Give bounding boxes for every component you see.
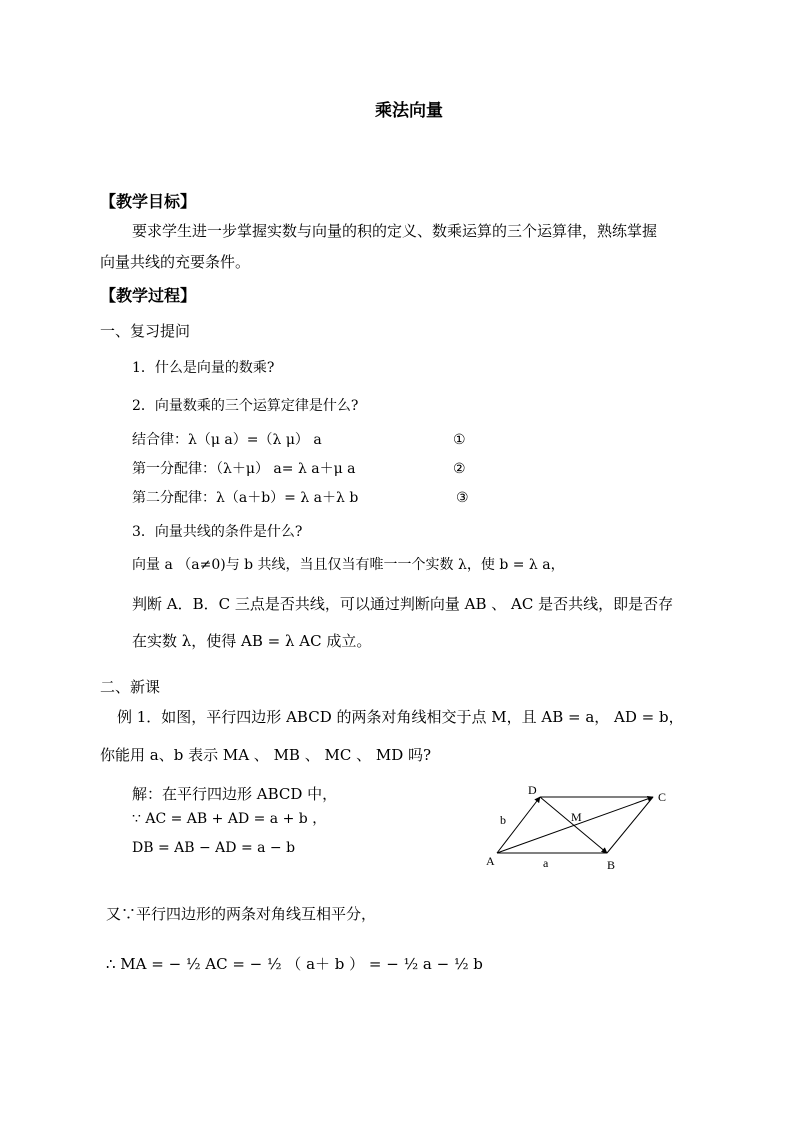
part2-heading: 二、新课 <box>100 678 161 696</box>
question-3: 3．向量共线的条件是什么? <box>132 524 303 540</box>
collinear-condition: 向量 a （a≠0)与 b 共线，当且仅当有唯一一个实数 λ，使 b = λ a， <box>132 557 565 573</box>
law-3-number: ③ <box>456 490 469 506</box>
final-expression: ∴ MA = − ½ AC = − ½ （ a＋ b ） = − ½ a − ½ b <box>106 955 483 973</box>
question-2: 2．向量数乘的三个运算定律是什么? <box>132 398 359 414</box>
solution-line-3: DB = AB − AD = a − b <box>132 840 296 856</box>
law-first-distributive: 第一分配律：（λ＋μ） a= λ a＋μ a <box>132 461 356 477</box>
parallelogram-diagram <box>480 778 680 878</box>
part1-heading: 一、复习提问 <box>100 322 191 340</box>
solution-line-2: ∵ AC = AB + AD = a + b ， <box>132 811 327 827</box>
judge-collinear: 判断 A．B．C 三点是否共线，可以通过判断向量 AB 、 AC 是否共线，即是否存 <box>132 595 674 613</box>
law-2-number: ② <box>453 461 466 477</box>
bisect-statement: 又∵平行四边形的两条对角线互相平分， <box>106 905 377 923</box>
label-d-vertex: D <box>528 783 537 797</box>
goal-heading: 【教学目标】 <box>100 192 197 211</box>
diagonal-db <box>540 797 607 853</box>
solution-line-1: 解：在平行四边形 ABCD 中， <box>132 785 338 803</box>
question-1: 1．什么是向量的数乘? <box>132 360 275 376</box>
process-heading: 【教学过程】 <box>100 286 197 305</box>
page-title: 乘法向量 <box>375 101 443 121</box>
exists-lambda: 在实数 λ，使得 AB = λ AC 成立。 <box>132 632 372 650</box>
example-1-line-1: 例 1．如图，平行四边形 ABCD 的两条对角线相交于点 M，且 AB = a， AD = b， <box>117 708 684 726</box>
law-1-number: ① <box>453 432 466 448</box>
goal-line-2: 向量共线的充要条件。 <box>100 253 251 271</box>
law-associative: 结合律：λ（μ a）=（λ μ） a <box>132 432 322 448</box>
label-a-vertex: A <box>486 854 495 868</box>
label-b-vertex: B <box>607 858 616 872</box>
example-1-line-2: 你能用 a、b 表示 MA 、 MB 、 MC 、 MD 吗? <box>100 746 432 764</box>
label-c-vertex: C <box>658 790 667 804</box>
goal-line-1: 要求学生进一步掌握实数与向量的积的定义、数乘运算的三个运算律，熟练掌握 <box>132 222 658 240</box>
law-second-distributive: 第二分配律：λ（a＋b）= λ a＋λ b <box>132 490 359 506</box>
label-b-vector: b <box>500 813 506 827</box>
label-a-vector: a <box>543 856 549 870</box>
label-m-point: M <box>571 810 582 824</box>
